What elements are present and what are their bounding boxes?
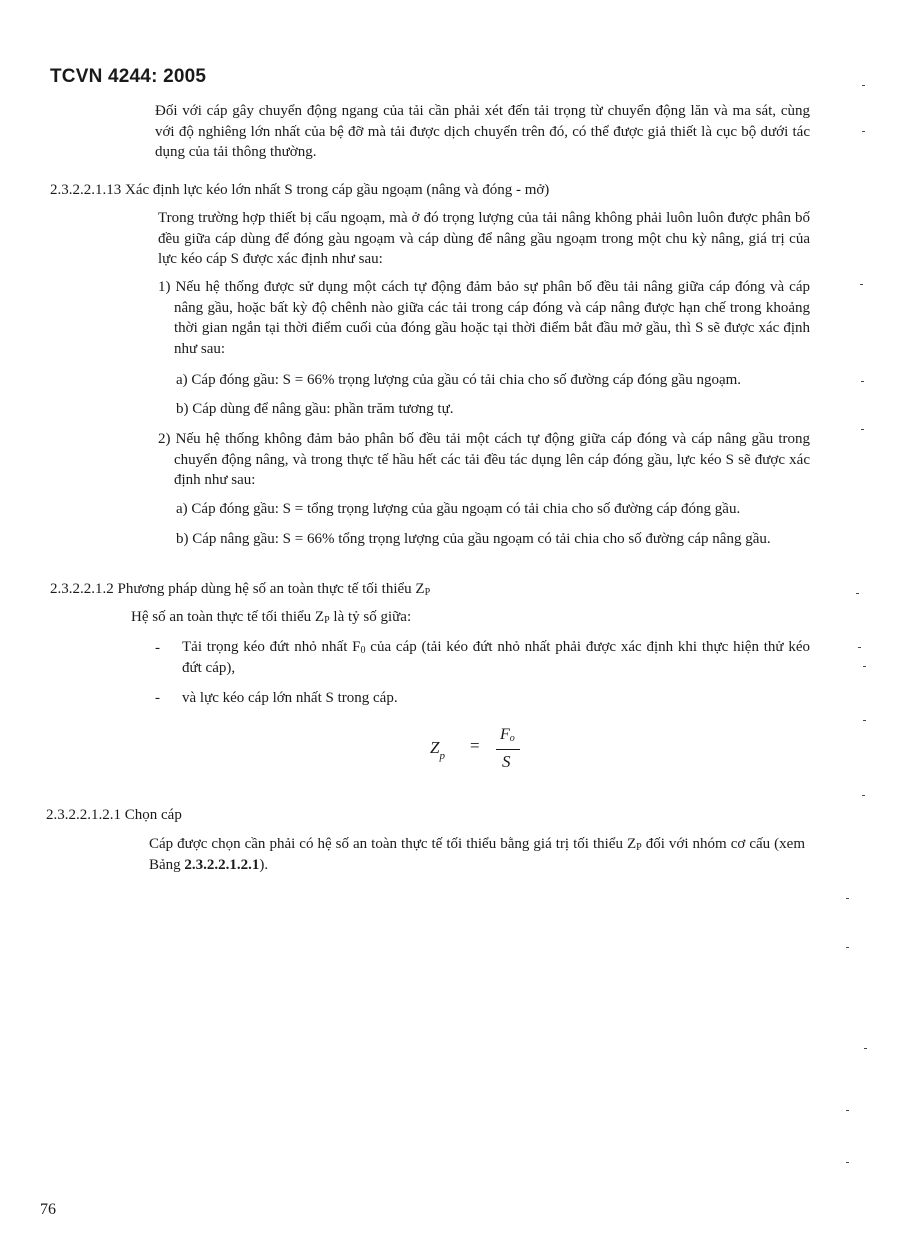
case-2-item-a: a) Cáp đóng gầu: S = tổng trọng lượng của gầu ngoạm có tải chia cho số đường cáp đóng gầu. [176, 501, 741, 517]
section-heading-2-3-2-2-1-13: 2.3.2.2.1.13 Xác định lực kéo lớn nhất S trong cáp gầu ngoạm (nâng và đóng - mở) [50, 182, 550, 198]
case-2-item-b: b) Cáp nâng gầu: S = 66% tổng trọng lượng của gầu ngoạm có tải chia cho số đường cáp nâng gầu. [176, 531, 771, 547]
case-2-paragraph: 2) Nếu hệ thống không đảm bảo phân bố đều tải một cách tự động giữa cáp đóng và cáp nâng gầu trong chuyển động nâng, và trong thực tế hầu hết các tải đều tác dụng lên cáp đóng gầu, lực kéo S sẽ được xác định như sau: [158, 431, 810, 488]
scan-speck [856, 593, 859, 594]
case-1-item-b: b) Cáp dùng để nâng gầu: phần trăm tương tự. [176, 401, 454, 417]
formula-denominator: S [502, 752, 511, 771]
formula-numerator: $F_o$ [500, 726, 515, 744]
section-heading-2-3-2-2-1-2: 2.3.2.2.1.2 Phương pháp dùng hệ số an toàn thực tế tối thiểu $Z_P$ [50, 581, 431, 598]
scan-speck [863, 666, 866, 667]
scan-speck [863, 720, 866, 721]
bullet-dash: - [155, 690, 160, 706]
standard-code: TCVN 4244: 2005 [50, 66, 207, 87]
scan-speck [862, 131, 865, 132]
bullet-min-breaking-load: Tải trọng kéo đứt nhỏ nhất $F_0$ của cáp (tải kéo đứt nhỏ nhất phải được xác định khi thực hiện thử kéo đứt cáp), [182, 639, 810, 676]
fraction-bar [496, 749, 520, 750]
section-113-intro: Trong trường hợp thiết bị cẩu ngoạm, mà ở đó trọng lượng của tải nâng không phải luôn luôn được phân bố đều giữa cáp dùng để đóng gàu ngoạm và cáp dùng để nâng gầu ngoạm trong một chu kỳ nâng, giá trị của lực kéo cáp S được xác định như sau: [158, 210, 810, 267]
scan-speck [846, 1110, 849, 1111]
formula-equals: = [470, 736, 480, 755]
scan-speck [858, 647, 861, 648]
scan-speck [864, 1048, 867, 1049]
section-heading-2-3-2-2-1-2-1: 2.3.2.2.1.2.1 Chọn cáp [46, 807, 182, 823]
intro-paragraph: Đối với cáp gây chuyển động ngang của tải cần phải xét đến tải trọng từ chuyển động lăn và ma sát, cùng với độ nghiêng lớn nhất của bệ đỡ mà tải được dịch chuyển trên đó, có thể được giả thiết là cục bộ dưới tác dụng của tải thông thường. [155, 103, 810, 160]
cable-selection-paragraph: Cáp được chọn cần phải có hệ số an toàn thực tế tối thiểu bằng giá trị tối thiểu $Z_P$ đối với nhóm cơ cấu (xem Bảng 2.3.2.2.1.2.1). [149, 836, 805, 873]
scan-speck [846, 898, 849, 899]
case-1-item-a: a) Cáp đóng gầu: S = 66% trọng lượng của gầu có tải chia cho số đường cáp đóng gầu ngoạm. [176, 372, 742, 388]
scan-speck [846, 1162, 849, 1163]
scan-speck [861, 429, 864, 430]
formula-lhs: $Z_p$ [430, 738, 445, 762]
case-1-paragraph: 1) Nếu hệ thống được sử dụng một cách tự động đảm bảo sự phân bố đều tải nâng giữa cáp đóng và cáp nâng gầu, hoặc bất kỳ độ chênh nào giữa các tải trong cáp đóng và cáp nâng được hạn chế trong khoảng thời gian ngắn tại thời điểm cuối của đóng gầu hoặc tại thời điểm bắt đầu mở gầu, thì S sẽ được xác định như sau: [158, 279, 810, 357]
scan-speck [846, 947, 849, 948]
scan-speck [862, 795, 865, 796]
scan-speck [860, 284, 863, 285]
scan-speck [861, 381, 864, 382]
safety-factor-formula [430, 726, 530, 774]
safety-factor-ratio-intro: Hệ số an toàn thực tế tối thiểu $Z_P$ là tỷ số giữa: [131, 609, 412, 626]
page-number: 76 [40, 1201, 56, 1218]
bullet-max-tension: và lực kéo cáp lớn nhất S trong cáp. [182, 690, 398, 706]
bullet-dash: - [155, 640, 160, 656]
scan-speck [862, 85, 865, 86]
